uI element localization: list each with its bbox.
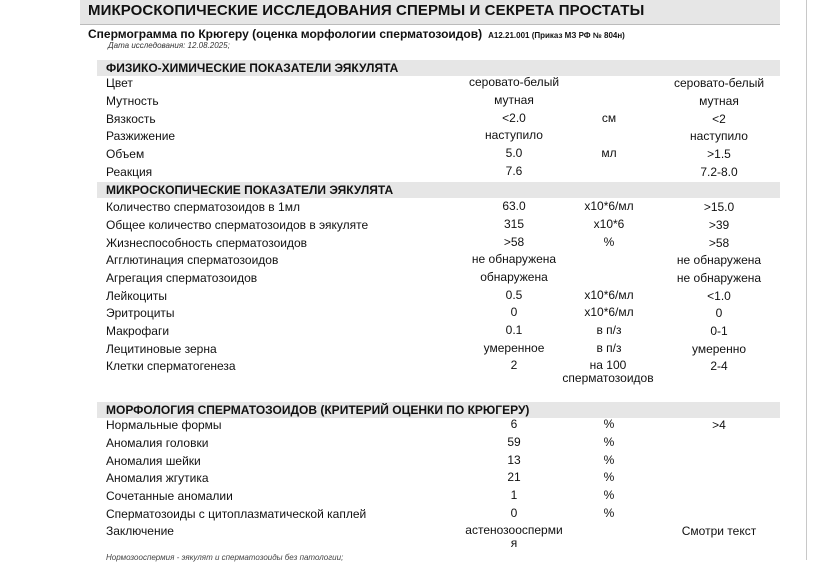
table-row: [0, 288, 822, 306]
param-value: 63.0: [502, 199, 526, 213]
param-value: 5.0: [505, 146, 523, 160]
section-title: МИКРОСКОПИЧЕСКИЕ ПОКАЗАТЕЛИ ЭЯКУЛЯТА: [106, 183, 394, 197]
table-row: [0, 75, 822, 93]
param-value: не обнаружена: [471, 252, 557, 266]
param-ref: >15.0: [703, 200, 735, 214]
test-title: [88, 27, 625, 41]
param-unit: x10*6: [593, 217, 625, 231]
param-value: 0.5: [505, 288, 523, 302]
table-row: [0, 358, 822, 402]
param-name: Сочетанные аномалии: [106, 489, 233, 503]
table-row: [0, 199, 822, 217]
param-unit: %: [603, 470, 615, 484]
param-unit: в п/з: [596, 323, 622, 337]
param-value: 315: [503, 217, 525, 231]
table-row: [0, 417, 822, 435]
table-row: [0, 217, 822, 235]
table-row: [0, 252, 822, 270]
table-row: [0, 270, 822, 288]
param-name: Нормальные формы: [106, 418, 222, 432]
param-unit: %: [603, 506, 615, 520]
param-name: Жизнеспособность сперматозоидов: [106, 236, 308, 250]
param-unit: мл: [601, 146, 617, 160]
table-row: [0, 523, 822, 553]
param-ref: >1.5: [707, 147, 731, 161]
param-ref: умеренно: [691, 342, 747, 356]
param-name: Клетки сперматогенеза: [106, 359, 236, 373]
param-name: Макрофаги: [106, 324, 170, 338]
param-value: 0.1: [505, 323, 523, 337]
param-value: наступило: [485, 128, 543, 142]
table-row: [0, 305, 822, 323]
param-unit: см: [601, 111, 617, 125]
table-row: [0, 164, 822, 182]
param-ref: >58: [708, 236, 730, 250]
param-value: астенозооспермия: [465, 523, 563, 550]
section-title: МОРФОЛОГИЯ СПЕРМАТОЗОИДОВ (КРИТЕРИЙ ОЦЕНКИ ПО КРЮГЕРУ): [106, 403, 530, 417]
param-unit: x10*6/мл: [584, 199, 634, 213]
param-name: Агрегация сперматозоидов: [106, 271, 258, 285]
test-name: Спермограмма по Крюгеру (оценка морфологии сперматозоидов): [88, 27, 483, 41]
table-row: [0, 128, 822, 146]
table-row: [0, 111, 822, 129]
param-name: Мутность: [106, 94, 159, 108]
section-morph: [97, 402, 780, 418]
param-ref: <2: [712, 112, 726, 126]
param-name: Лейкоциты: [106, 289, 168, 303]
table-row: [0, 470, 822, 488]
param-value: 59: [507, 435, 521, 449]
param-value: 21: [507, 470, 521, 484]
param-name: Объем: [106, 147, 145, 161]
table-row: [0, 506, 822, 524]
footnote: Нормозооспермия - эякулят и сперматозоиды без патологии;: [106, 553, 344, 562]
param-unit: %: [603, 488, 615, 502]
param-ref: Смотри текст: [681, 524, 757, 538]
param-name: Количество сперматозоидов в 1мл: [106, 200, 300, 214]
table-row: [0, 93, 822, 111]
param-value: обнаружена: [480, 270, 548, 284]
param-value: <2.0: [502, 111, 526, 125]
param-name: Вязкость: [106, 112, 156, 126]
param-value: 0: [510, 506, 518, 520]
param-value: 1: [510, 488, 518, 502]
param-value: 7.6: [505, 164, 523, 178]
param-unit: в п/з: [596, 341, 622, 355]
param-name: Аномалия шейки: [106, 454, 201, 468]
param-value: серовато-белый: [468, 75, 560, 89]
param-name: Аномалия жгутика: [106, 471, 209, 485]
param-ref: 7.2-8.0: [700, 165, 738, 179]
table-row: [0, 341, 822, 359]
param-name: Заключение: [106, 524, 174, 538]
param-ref: не обнаружена: [676, 253, 762, 267]
param-value: 2: [510, 358, 518, 372]
param-ref: >39: [708, 218, 730, 232]
param-ref: серовато-белый: [673, 76, 765, 90]
param-unit: x10*6/мл: [584, 305, 634, 319]
section-title: ФИЗИКО-ХИМИЧЕСКИЕ ПОКАЗАТЕЛИ ЭЯКУЛЯТА: [106, 61, 399, 75]
param-name: Общее количество сперматозоидов в эякуляте: [106, 218, 369, 232]
param-name: Эритроциты: [106, 306, 175, 320]
param-name: Разжижение: [106, 129, 176, 143]
param-ref: 0-1: [710, 324, 728, 338]
section-micro: [97, 182, 780, 198]
param-value: 0: [510, 305, 518, 319]
param-name: Сперматозоиды с цитоплазматической каплей: [106, 507, 367, 521]
param-unit: x10*6/мл: [584, 288, 634, 302]
param-name: Лецитиновые зерна: [106, 342, 217, 356]
param-ref: 2-4: [710, 359, 728, 373]
param-unit: %: [603, 435, 615, 449]
table-row: [0, 488, 822, 506]
test-code: A12.21.001 (Приказ МЗ РФ № 804н): [488, 31, 625, 40]
param-unit: %: [603, 235, 615, 249]
param-ref: не обнаружена: [676, 271, 762, 285]
table-row: [0, 323, 822, 341]
table-row: [0, 235, 822, 253]
param-value: 6: [510, 417, 518, 431]
param-name: Аномалия головки: [106, 436, 209, 450]
table-row: [0, 146, 822, 164]
param-ref: 0: [715, 306, 723, 320]
param-ref: мутная: [699, 94, 739, 108]
param-value: 13: [507, 453, 521, 467]
param-unit: на 100 сперматозоидов: [562, 358, 654, 385]
param-ref: наступило: [690, 129, 748, 143]
param-value: мутная: [494, 93, 534, 107]
table-row: [0, 453, 822, 471]
param-name: Цвет: [106, 76, 133, 90]
param-ref: >4: [712, 418, 726, 432]
param-name: Реакция: [106, 165, 153, 179]
param-value: умеренное: [483, 341, 545, 355]
test-date: Дата исследования: 12.08.2025;: [108, 41, 230, 50]
section-physchem: [97, 60, 780, 76]
table-row: [0, 435, 822, 453]
page-title: МИКРОСКОПИЧЕСКИЕ ИССЛЕДОВАНИЯ СПЕРМЫ И СЕКРЕТА ПРОСТАТЫ: [88, 2, 645, 19]
param-name: Агглютинация сперматозоидов: [106, 253, 279, 267]
param-ref: <1.0: [707, 289, 731, 303]
param-unit: %: [603, 453, 615, 467]
param-value: >58: [503, 235, 525, 249]
param-unit: %: [603, 417, 615, 431]
